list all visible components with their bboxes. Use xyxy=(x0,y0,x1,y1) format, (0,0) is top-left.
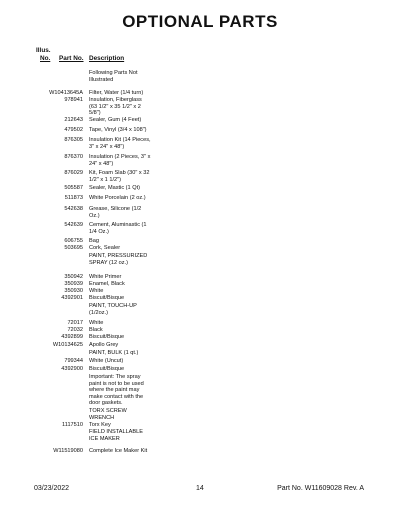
part-description: Insulation, Fiberglass (63 1/2" x 35 1/2" x 2 5/8") xyxy=(89,97,142,117)
part-number: 479502 xyxy=(64,127,83,133)
part-number: 799344 xyxy=(64,358,83,364)
part-number: 72032 xyxy=(67,327,83,333)
part-description: Cork, Sealer xyxy=(89,245,121,251)
footer-page-number: 14 xyxy=(196,485,204,492)
part-description: Torx Key xyxy=(89,422,111,428)
part-number: 4392900 xyxy=(61,366,83,372)
part-description: Kit, Foam Slab (30" x 32 1/2" x 1 1/2") xyxy=(89,170,150,183)
part-description: Insulation (2 Pieces, 3" x 24" x 48") xyxy=(89,154,151,167)
part-description: Tape, Vinyl (3/4 x 108") xyxy=(89,127,147,133)
part-description: Following Parts Not Illustrated xyxy=(89,70,138,83)
part-no-header: Part No. xyxy=(59,55,84,62)
part-description: Insulation Kit (14 Pieces, 3" x 24" x 48") xyxy=(89,137,151,150)
part-description: White Porcelain (2 oz.) xyxy=(89,195,146,201)
part-description: White Primer xyxy=(89,274,122,280)
part-description: Cement, Aluminastic (1 1/4 Oz.) xyxy=(89,222,147,235)
part-number: 978941 xyxy=(64,97,83,103)
part-number: 72017 xyxy=(67,320,83,326)
part-description: Apollo Grey xyxy=(89,342,119,348)
part-description: Enamel, Black xyxy=(89,281,125,287)
part-description: Grease, Silicone (1/2 Oz.) xyxy=(89,206,142,219)
part-number: 503695 xyxy=(64,245,83,251)
part-number: W10413645A xyxy=(49,90,83,96)
part-description: TORX SCREW WRENCH xyxy=(89,408,127,421)
part-number: 542639 xyxy=(64,222,83,228)
page-title: OPTIONAL PARTS xyxy=(122,12,278,31)
part-number: 4392901 xyxy=(61,295,83,301)
part-description: Black xyxy=(89,327,103,333)
part-description: Bag xyxy=(89,238,99,244)
part-number: W10134625 xyxy=(52,342,83,348)
part-description: Biscuit/Bisque xyxy=(89,295,125,301)
illus-header-line1: Illus. xyxy=(36,47,51,54)
illus-header-line2: No. xyxy=(40,54,51,62)
part-number: 511873 xyxy=(64,195,83,201)
part-number: 876029 xyxy=(64,170,83,176)
part-description: Biscuit/Bisque xyxy=(89,366,125,372)
part-description: PAINT, PRESSURIZED SPRAY (12 oz.) xyxy=(89,253,148,266)
part-description: White xyxy=(89,320,104,326)
part-number: 542638 xyxy=(64,206,83,212)
part-number: 505587 xyxy=(64,185,83,191)
part-number: 350930 xyxy=(64,288,83,294)
part-number: 212643 xyxy=(64,117,83,123)
part-description: Important: The spray paint is not to be used where the paint may make contact with the door gaskets. xyxy=(89,374,144,407)
part-description: Filter, Water (1/4 turn) xyxy=(89,90,144,96)
part-description: PAINT, TOUCH-UP (1/2oz.) xyxy=(89,303,137,316)
part-number: 4392899 xyxy=(61,334,83,340)
part-description: Complete Ice Maker Kit xyxy=(89,448,148,454)
part-number: 606755 xyxy=(64,238,83,244)
part-number: W11519080 xyxy=(53,448,83,454)
description-header: Description xyxy=(89,55,125,62)
part-description: Biscuit/Bisque xyxy=(89,334,125,340)
part-description: White (Uncut) xyxy=(89,358,124,364)
part-description: Sealer, Gum (4 Feet) xyxy=(89,117,142,123)
part-description: White xyxy=(89,288,104,294)
part-description: Sealer, Mastic (1 Qt) xyxy=(89,185,140,191)
part-number: 876370 xyxy=(64,154,83,160)
part-number: 350939 xyxy=(64,281,83,287)
footer-part-number: Part No. W11609028 Rev. A xyxy=(277,485,364,492)
part-description: FIELD INSTALLABLE ICE MAKER xyxy=(89,429,143,442)
part-number: 1117510 xyxy=(62,422,83,428)
footer-date: 03/23/2022 xyxy=(34,485,70,492)
part-number: 350942 xyxy=(64,274,83,280)
part-number: 876305 xyxy=(64,137,83,143)
part-description: PAINT, BULK (1 qt.) xyxy=(89,350,139,356)
illus-no-header xyxy=(36,47,51,62)
